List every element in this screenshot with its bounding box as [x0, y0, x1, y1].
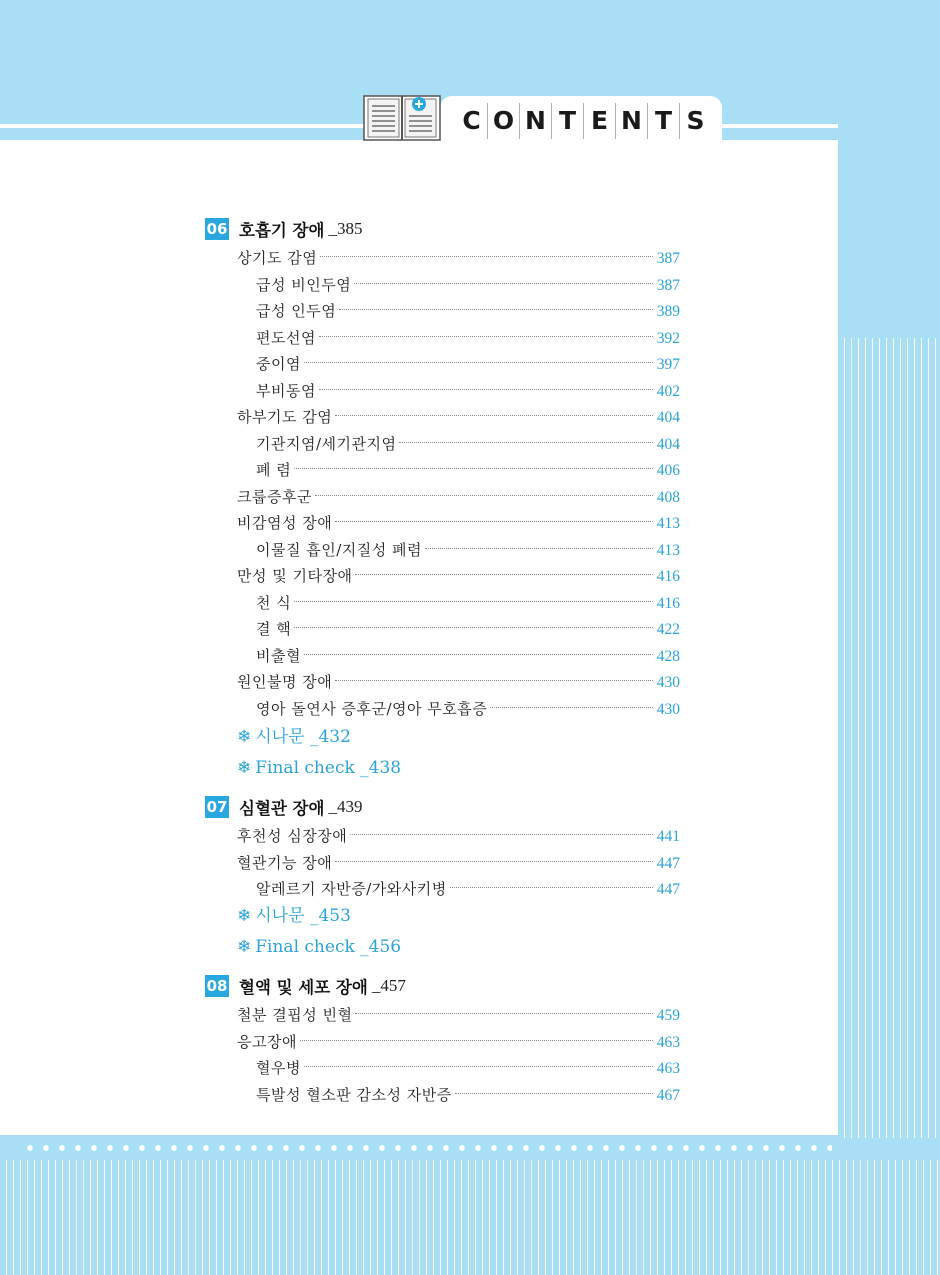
toc-entry-page: 441	[656, 828, 680, 845]
toc-entry-label: 만성 및 기타장애	[237, 567, 353, 585]
dot-leader	[304, 1066, 653, 1067]
snowflake-icon: ❄	[237, 727, 252, 747]
toc-entry[interactable]	[256, 617, 680, 641]
dot-leader	[300, 1040, 653, 1041]
dot-leader	[354, 283, 653, 284]
extra-page: _453	[309, 906, 351, 926]
title-letter: T	[648, 103, 680, 139]
dot-leader	[335, 521, 653, 522]
toc-entry[interactable]	[237, 511, 680, 535]
dot-leader	[319, 336, 653, 337]
toc-entry-label: 크룹증후군	[237, 487, 312, 506]
section-heading[interactable]	[205, 793, 362, 821]
toc-entry-label: 하부기도 감염	[237, 408, 333, 426]
dot-leader	[335, 680, 653, 681]
dot-leader	[319, 389, 653, 390]
toc-entry-page: 402	[656, 382, 680, 400]
title-letter: S	[686, 106, 705, 135]
toc-entry[interactable]	[237, 824, 680, 848]
toc-entry-label: 알레르기 자반증/가와사키병	[256, 880, 447, 898]
section-number: 08	[206, 977, 228, 995]
dot-leader	[335, 415, 653, 416]
toc-entry-page: 416	[656, 594, 680, 612]
toc-entry[interactable]	[237, 246, 680, 270]
toc-entry-label: 응고장애	[237, 1032, 297, 1051]
toc-entry-page: 404	[656, 409, 680, 426]
section-title: 혈액 및 세포 장애	[239, 978, 368, 997]
toc-entry-label: 이물질 흡인/지질성 폐렴	[256, 540, 422, 559]
toc-entry-page: 416	[656, 568, 680, 585]
toc-entry-label: 중이염	[256, 355, 301, 373]
dot-leader	[399, 442, 652, 443]
toc-entry[interactable]	[256, 273, 680, 297]
toc-entry-page: 428	[656, 647, 680, 665]
toc-entry[interactable]	[256, 591, 680, 615]
toc-entry-label: 급성 비인두염	[256, 275, 352, 294]
bottom-stripes	[0, 1160, 940, 1275]
section-page: _439	[328, 797, 363, 816]
section-heading[interactable]	[205, 972, 406, 1000]
toc-entry-page: 467	[656, 1086, 680, 1104]
toc-entry[interactable]	[237, 405, 680, 429]
toc-entry-label: 비출혈	[256, 646, 301, 665]
toc-entry[interactable]	[256, 299, 680, 323]
header-line-left	[0, 124, 380, 128]
title-letter: E	[584, 103, 616, 139]
toc-entry-page: 406	[656, 462, 680, 479]
toc-entry-label: 특발성 혈소판 감소성 자반증	[256, 1085, 452, 1104]
toc-entry-page: 447	[656, 881, 680, 898]
dot-leader	[425, 548, 653, 549]
snowflake-icon: ❄	[237, 937, 252, 957]
dot-leader	[355, 574, 652, 575]
section-page: _385	[328, 219, 363, 238]
extra-page: _432	[309, 727, 351, 747]
toc-entry-label: 비감염성 장애	[237, 514, 333, 532]
toc-extra-entry[interactable]	[237, 755, 401, 781]
dot-leader	[294, 627, 653, 628]
toc-entry-page: 404	[656, 435, 680, 453]
toc-entry[interactable]	[256, 1056, 680, 1080]
section-title: 심혈관 장애	[239, 799, 325, 818]
section-number: 07	[206, 798, 228, 816]
dot-leader	[335, 861, 653, 862]
extra-label: 시나문	[255, 727, 305, 747]
toc-entry-page: 447	[656, 854, 680, 872]
contents-title	[456, 103, 711, 139]
section-title: 호흡기 장애	[239, 221, 325, 240]
toc-entry-label: 철분 결핍성 빈혈	[237, 1006, 353, 1024]
dot-leader	[339, 309, 653, 310]
toc-entry-page: 392	[656, 329, 680, 347]
toc-entry-page: 397	[656, 356, 680, 373]
dot-leader	[355, 1013, 652, 1014]
dot-leader	[455, 1093, 653, 1094]
toc-entry-label: 폐 렴	[256, 461, 292, 479]
toc-extra-entry[interactable]	[237, 903, 351, 929]
toc-entry[interactable]	[237, 670, 680, 694]
toc-entry-label: 원인불명 장애	[237, 673, 333, 691]
title-letter: C	[456, 103, 488, 139]
toc-entry-page: 463	[656, 1033, 680, 1051]
toc-entry[interactable]	[237, 485, 680, 509]
toc-entry-page: 389	[656, 303, 680, 320]
toc-entry[interactable]	[256, 877, 680, 901]
toc-entry-page: 422	[656, 621, 680, 638]
toc-entry[interactable]	[237, 1030, 680, 1054]
title-letter: N	[616, 103, 648, 139]
dot-leader	[294, 601, 653, 602]
toc-entry[interactable]	[256, 432, 680, 456]
dot-leader	[350, 834, 653, 835]
dot-leader	[490, 707, 653, 708]
toc-entry[interactable]	[237, 564, 680, 588]
title-letter: O	[488, 103, 520, 139]
toc-entry[interactable]	[256, 379, 680, 403]
toc-entry-page: 463	[656, 1060, 680, 1077]
header-line-right	[715, 124, 838, 128]
toc-entry[interactable]	[237, 851, 680, 875]
toc-entry[interactable]	[256, 352, 680, 376]
toc-entry-label: 후천성 심장장애	[237, 827, 348, 845]
right-stripes	[838, 338, 940, 1138]
extra-page: _438	[360, 758, 402, 778]
toc-entry[interactable]	[237, 1003, 680, 1027]
toc-entry[interactable]	[256, 697, 680, 721]
toc-entry-label: 천 식	[256, 593, 292, 612]
title-letter: N	[520, 103, 552, 139]
dot-leader	[294, 468, 653, 469]
toc-entry-page: 387	[656, 276, 680, 294]
section-heading[interactable]	[205, 215, 362, 243]
toc-entry-label: 편도선염	[256, 328, 316, 347]
toc-entry-label: 혈관기능 장애	[237, 853, 333, 872]
toc-entry-label: 결 핵	[256, 620, 292, 638]
dot-leader	[450, 887, 653, 888]
toc-entry-page: 387	[656, 250, 680, 267]
snowflake-icon: ❄	[237, 906, 252, 926]
toc-entry-page: 413	[656, 541, 680, 559]
toc-extra-entry[interactable]	[237, 724, 351, 750]
toc-entry-page: 430	[656, 700, 680, 718]
toc-entry-label: 영아 돌연사 증후군/영아 무호흡증	[256, 699, 488, 718]
dot-leader	[320, 256, 653, 257]
extra-label: Final check	[255, 758, 355, 778]
toc-entry[interactable]	[256, 326, 680, 350]
extra-label: 시나문	[255, 906, 305, 926]
dot-leader	[304, 654, 653, 655]
toc-entry[interactable]	[256, 458, 680, 482]
toc-entry-page: 459	[656, 1007, 680, 1024]
toc-entry[interactable]	[256, 1083, 680, 1107]
toc-entry[interactable]	[256, 538, 680, 562]
snowflake-icon: ❄	[237, 758, 252, 778]
toc-entry-page: 408	[656, 488, 680, 506]
title-letter: T	[552, 103, 584, 139]
extra-page: _456	[360, 937, 402, 957]
dot-leader	[304, 362, 653, 363]
toc-entry-label: 기관지염/세기관지염	[256, 434, 397, 453]
dotted-border	[22, 1144, 832, 1152]
open-book-plus-icon	[363, 90, 441, 142]
extra-label: Final check	[255, 937, 355, 957]
section-number: 06	[206, 220, 228, 238]
toc-entry-page: 413	[656, 515, 680, 532]
toc-entry-page: 430	[656, 674, 680, 691]
toc-entry-label: 부비동염	[256, 381, 316, 400]
toc-entry-label: 상기도 감염	[237, 249, 318, 267]
dot-leader	[315, 495, 653, 496]
toc-entry-label: 혈우병	[256, 1059, 301, 1077]
toc-extra-entry[interactable]	[237, 934, 401, 960]
section-page: _457	[371, 976, 406, 995]
toc-entry-label: 급성 인두염	[256, 302, 337, 320]
toc-entry[interactable]	[256, 644, 680, 668]
